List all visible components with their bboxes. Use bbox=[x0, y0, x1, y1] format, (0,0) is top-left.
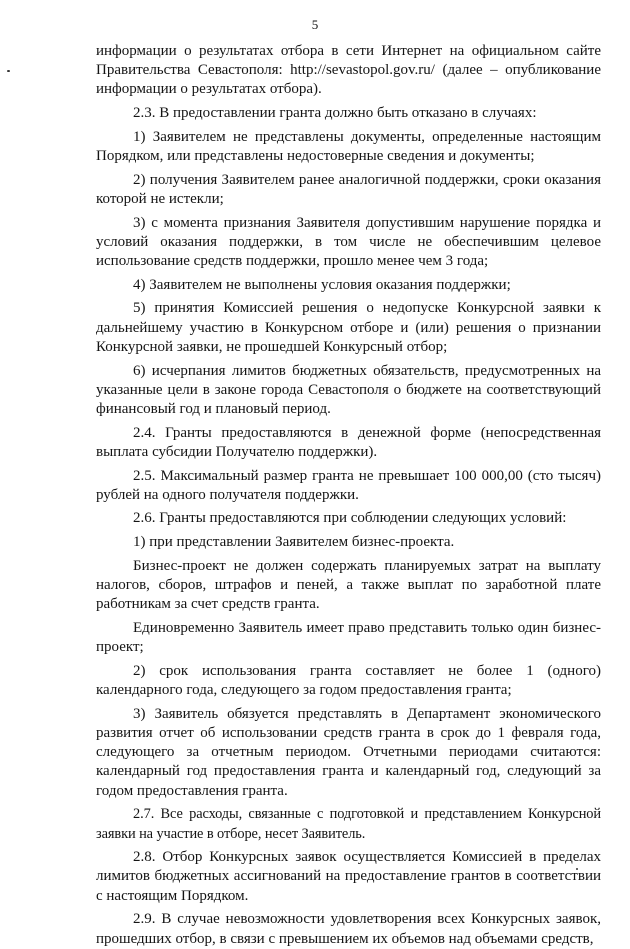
scan-artifact-left bbox=[7, 70, 10, 72]
paragraph-business-project-costs: Бизнес-проект не должен содержать планируемых затрат на выплату налогов, сборов, штрафов и пеней, а также выплат по заработной плате работникам за счет средств гранта. bbox=[96, 557, 601, 613]
document-body bbox=[96, 42, 601, 949]
paragraph-2-8: 2.8. Отбор Конкурсных заявок осуществляется Комиссией в пределах лимитов бюджетных ассигнований на предоставление грантов в соответствии с настоящим Порядком. bbox=[96, 849, 601, 904]
paragraph-2-3-item-3: 3) с момента признания Заявителя допустившим нарушение порядка и условий оказания поддержки, в том числе не обеспечившим целевое использование средств поддержки, прошло менее чем 3 года; bbox=[96, 214, 601, 270]
paragraph-2-6-item-3: 3) Заявитель обязуется представлять в Департамент экономического развития отчет об использовании средств гранта в срок до 1 февраля года, следующего за отчетным периодом. Отчетными периодами считаются: календарный год предоставления гранта и календарный год, следующий за годом предоставления гранта. bbox=[96, 705, 601, 799]
paragraph-single-business-project: Единовременно Заявитель имеет право представить только один бизнес-проект; bbox=[96, 619, 601, 656]
page-number: 5 bbox=[311, 17, 319, 32]
paragraph-2-3-item-4: 4) Заявителем не выполнены условия оказания поддержки; bbox=[133, 276, 511, 293]
paragraph-2-3: 2.3. В предоставлении гранта должно быть отказано в случаях: bbox=[133, 105, 537, 122]
paragraph-2-7: 2.7. Все расходы, связанные с подготовкой и представлением Конкурсной заявки на участие в отборе, несет Заявитель. bbox=[96, 806, 601, 842]
paragraph-2-6-item-1: 1) при представлении Заявителем бизнес-проекта. bbox=[133, 534, 455, 551]
paragraph-2-3-item-6: 6) исчерпания лимитов бюджетных обязательств, предусмотренных на указанные цели в законе города Севастополя о бюджете на соответствующий финансовый год и плановый период. bbox=[96, 362, 601, 417]
paragraph-2-4: 2.4. Гранты предоставляются в денежной форме (непосредственная выплата субсидии Получателю поддержки). bbox=[96, 424, 601, 460]
paragraph-2-3-item-2: 2) получения Заявителем ранее аналогичной поддержки, сроки оказания которой не истекли; bbox=[96, 171, 601, 207]
paragraph-2-9: 2.9. В случае невозможности удовлетворения всех Конкурсных заявок, прошедших отбор, в связи с превышением их объемов над объемами средств, bbox=[96, 911, 601, 947]
paragraph-2-6: 2.6. Гранты предоставляются при соблюдении следующих условий: bbox=[133, 510, 567, 527]
paragraph-2-3-item-5: 5) принятия Комиссией решения о недопуске Конкурсной заявки к дальнейшему участию в Конкурсном отборе и (или) решения о признании Конкурсной заявки, не прошедшей Конкурсный отбор; bbox=[96, 300, 601, 355]
paragraph-2-5: 2.5. Максимальный размер гранта не превышает 100 000,00 (сто тысяч) рублей на одного получателя поддержки. bbox=[96, 467, 601, 503]
paragraph-2-6-item-2: 2) срок использования гранта составляет не более 1 (одного) календарного года, следующего за годом предоставления гранта; bbox=[96, 662, 601, 699]
paragraph-2-3-item-1: 1) Заявителем не представлены документы, определенные настоящим Порядком, или представлены недостоверные сведения и документы; bbox=[96, 128, 601, 165]
paragraph-intro-continued: информации о результатах отбора в сети Интернет на официальном сайте Правительства Севастополя: http://sevastopol.gov.ru/ (далее – опубликование информации о результатах отбора). bbox=[96, 43, 601, 98]
